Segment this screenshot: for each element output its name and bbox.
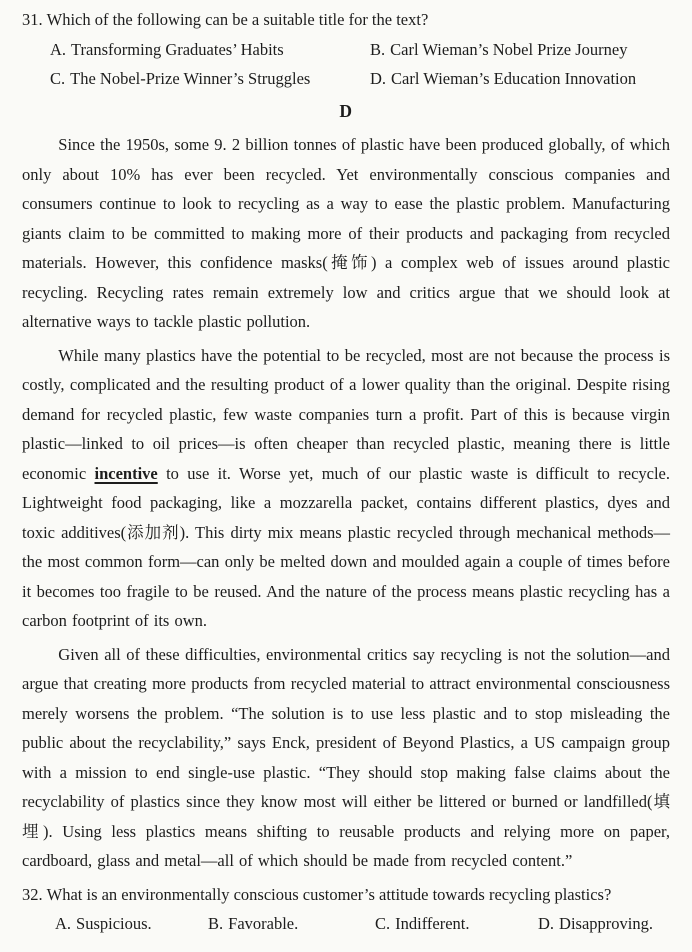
question-31-option-b	[370, 35, 670, 65]
option-label: B.	[208, 914, 224, 933]
question-31-number: 31.	[22, 10, 43, 29]
option-text: Indifferent.	[395, 914, 470, 933]
question-31-options	[22, 35, 670, 94]
option-text: Favorable.	[228, 914, 299, 933]
option-label: B.	[370, 39, 386, 59]
passage-section-heading: D	[339, 100, 353, 121]
question-31-option-d	[370, 64, 670, 94]
option-label: A.	[55, 914, 72, 933]
question-31-text: Which of the following can be a suitable title for the text?	[46, 10, 429, 29]
option-label: C.	[50, 69, 66, 88]
question-31	[22, 5, 670, 35]
option-text: Suspicious.	[76, 914, 152, 933]
question-32-option-b	[208, 909, 375, 939]
passage-paragraph-2-text: to use it. Worse yet, much of our plastic waste is difficult to recycle. Lightweight food packaging, like a mozzarella packet, contains different plastics, dyes and toxic additives(添加剂). This dirty mix means plastic recycled through mechanical methods—the most common form—can only be melted down and moulded again a couple of times before it becomes too fragile to be reused. And the nature of the process means plastic recycling has a carbon footprint of its own.	[22, 463, 671, 630]
option-text: The Nobel-Prize Winner’s Struggles	[70, 69, 311, 88]
passage-paragraph-1: Since the 1950s, some 9. 2 billion tonnes of plastic have been produced globally, of which only about 10% has ever been recycled. Yet environmentally conscious companies and consumers continue to look to recycling as a way to ease the plastic problem. Manufacturing giants claim to be committed to making more of their products and packaging from recycled materials. However, this confidence masks(掩饰) a complex web of issues around plastic recycling. Recycling rates remain extremely low and critics argue that we should look at alternative ways to tackle plastic pollution.	[22, 135, 670, 331]
keyword-incentive: incentive	[94, 463, 158, 483]
passage-paragraph-2	[22, 341, 670, 636]
question-32-option-c	[375, 909, 538, 939]
question-32-option-d	[538, 909, 670, 939]
option-text: Transforming Graduates’ Habits	[71, 39, 284, 59]
question-32	[22, 880, 670, 910]
question-32-text: What is an environmentally conscious customer’s attitude towards recycling plastics?	[46, 884, 612, 904]
question-32-number: 32.	[22, 884, 43, 904]
option-label: A.	[50, 39, 67, 59]
passage-paragraph-3: Given all of these difficulties, environmental critics say recycling is not the solution—and argue that creating more products from recycled material to attract environmental consciousness merely worsens the problem. “The solution is to use less plastic and to stop misleading the public about the recyclability,” says Enck, president of Beyond Plastics, a US campaign group with a mission to end single-use plastic. “They should stop making false claims about the recyclability of plastics since they know most will either be littered or burned or landfilled(填埋). Using less plastics means shifting to reusable products and relying more on paper, cardboard, glass and metal—all of which should be made from recycled content.”	[22, 644, 670, 870]
passage-paragraph-2-text: While many plastics have the potential to be recycled, most are not because the process is costly, complicated and the resulting product of a lower quality than the original. Despite rising demand for recycled plastic, few waste companies turn a profit. Part of this is because virgin plastic—linked to oil prices—is often cheaper than recycled plastic, meaning there is little economic	[22, 345, 670, 483]
option-label: D.	[538, 914, 555, 933]
option-text: Disapproving.	[559, 914, 653, 933]
question-31-option-a	[50, 35, 370, 65]
question-32-options	[22, 909, 670, 939]
question-31-option-c	[50, 64, 370, 94]
question-32-option-a	[55, 909, 208, 939]
option-text: Carl Wieman’s Nobel Prize Journey	[390, 39, 628, 59]
option-text: Carl Wieman’s Education Innovation	[391, 69, 637, 88]
option-label: C.	[375, 914, 391, 933]
option-label: D.	[370, 69, 387, 88]
